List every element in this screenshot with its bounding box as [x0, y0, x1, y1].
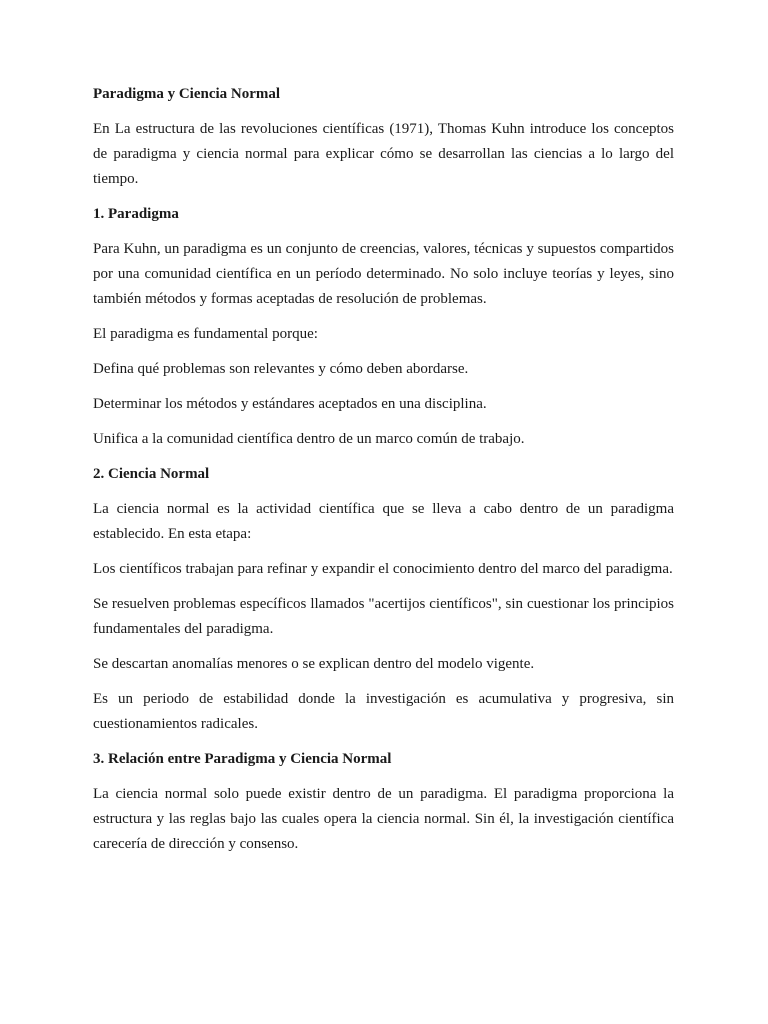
- relacion-paragraph: La ciencia normal solo puede existir dentro de un paradigma. El paradigma proporciona la estructura y las reglas bajo las cuales opera la ciencia normal. Sin él, la investigación científica carecería de dirección y consenso.: [93, 786, 674, 852]
- ciencia-normal-point: Se descartan anomalías menores o se explican dentro del modelo vigente.: [93, 656, 535, 672]
- paradigma-definition: Para Kuhn, un paradigma es un conjunto de creencias, valores, técnicas y supuestos compartidos por una comunidad científica en un período determinado. No solo incluye teorías y leyes, sino también métodos y formas aceptadas de resolución de problemas.: [93, 241, 674, 307]
- section-heading-relacion: 3. Relación entre Paradigma y Ciencia Normal: [93, 751, 392, 767]
- paradigma-point: Defina qué problemas son relevantes y cómo deben abordarse.: [93, 361, 469, 377]
- paradigma-point: Determinar los métodos y estándares aceptados en una disciplina.: [93, 396, 487, 412]
- paradigma-importance-intro: El paradigma es fundamental porque:: [93, 326, 318, 342]
- ciencia-normal-definition: La ciencia normal es la actividad científica que se lleva a cabo dentro de un paradigma establecido. En esta etapa:: [93, 501, 674, 542]
- ciencia-normal-point: Se resuelven problemas específicos llamados "acertijos científicos", sin cuestionar los principios fundamentales del paradigma.: [93, 596, 674, 637]
- document-page: [93, 82, 674, 867]
- document-title: Paradigma y Ciencia Normal: [93, 86, 281, 102]
- paradigma-point: Unifica a la comunidad científica dentro de un marco común de trabajo.: [93, 431, 525, 447]
- ciencia-normal-point: Los científicos trabajan para refinar y expandir el conocimiento dentro del marco del paradigma.: [93, 561, 673, 577]
- section-heading-ciencia-normal: 2. Ciencia Normal: [93, 466, 210, 482]
- section-heading-paradigma: 1. Paradigma: [93, 206, 179, 222]
- intro-paragraph: En La estructura de las revoluciones científicas (1971), Thomas Kuhn introduce los conceptos de paradigma y ciencia normal para explicar cómo se desarrollan las ciencias a lo largo del tiempo.: [93, 121, 674, 187]
- ciencia-normal-point: Es un periodo de estabilidad donde la investigación es acumulativa y progresiva, sin cuestionamientos radicales.: [93, 691, 674, 732]
